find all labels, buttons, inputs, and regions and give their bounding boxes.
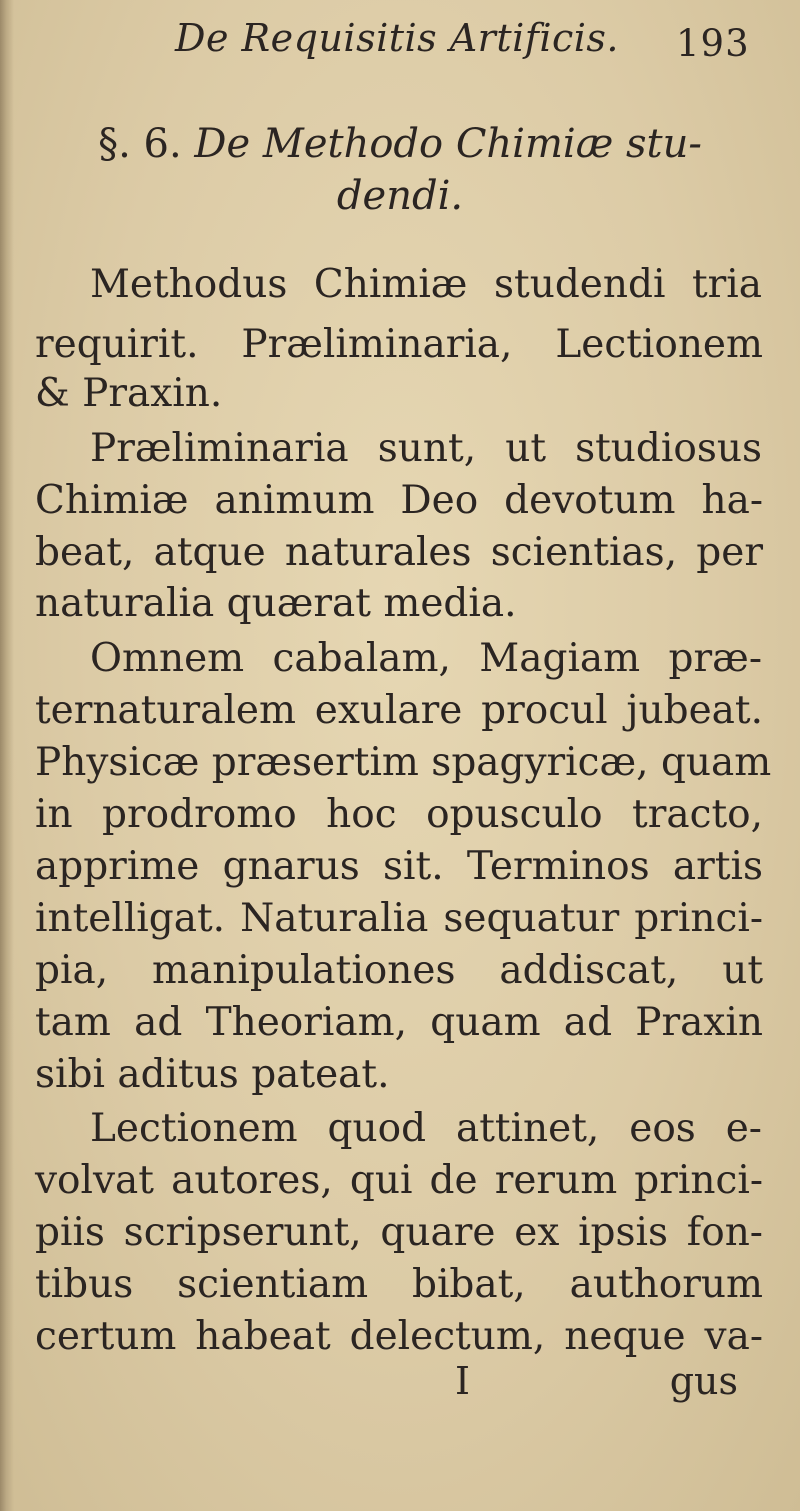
text-line: requirit. Præliminaria, Lectionem <box>35 322 763 367</box>
text-line: tibus scientiam bibat, authorum <box>35 1262 763 1307</box>
binding-edge <box>0 0 14 1511</box>
text-line: intelligat. Naturalia sequatur princi- <box>35 896 763 941</box>
text-line: apprime gnarus sit. Terminos artis <box>35 844 763 889</box>
text-line: pia, manipulationes addiscat, ut <box>35 948 763 993</box>
section-title-line-2: dendi. <box>336 173 464 219</box>
text-line: Methodus Chimiæ studendi tria <box>90 262 762 307</box>
text-line: volvat autores, qui de rerum princi- <box>35 1158 763 1203</box>
section-heading-line-1 <box>0 118 800 170</box>
page-footer <box>455 1352 738 1410</box>
section-title-line-1: De Methodo Chimiæ stu- <box>194 121 702 167</box>
text-line: naturalia quærat media. <box>35 581 517 626</box>
text-line: ternaturalem exulare procul jubeat. <box>35 688 763 733</box>
signature-mark: I <box>455 1359 471 1403</box>
running-head: De Requisitis Artificis. <box>175 16 620 60</box>
text-line: tam ad Theoriam, quam ad Praxin <box>35 1000 763 1045</box>
text-line: Chimiæ animum Deo devotum ha- <box>35 478 763 523</box>
text-line: beat, atque naturales scientias, per <box>35 530 763 575</box>
text-line: Præliminaria sunt, ut studiosus <box>90 426 762 471</box>
text-line: certum habeat delectum, neque va- <box>35 1314 763 1359</box>
text-line: Omnem cabalam, Magiam præ- <box>90 636 762 681</box>
text-line: Physicæ præsertim spagyricæ, quam <box>35 740 772 785</box>
text-line: in prodromo hoc opusculo tracto, <box>35 792 763 837</box>
page-number: 193 <box>676 22 750 65</box>
section-heading <box>0 118 800 222</box>
text-line: Lectionem quod attinet, eos e- <box>90 1106 762 1151</box>
section-mark: §. 6. <box>98 121 182 167</box>
catchword: gus <box>669 1359 738 1403</box>
text-line: piis scripserunt, quare ex ipsis fon- <box>35 1210 763 1255</box>
text-line: & Praxin. <box>35 371 223 416</box>
text-line: sibi aditus pateat. <box>35 1052 390 1097</box>
